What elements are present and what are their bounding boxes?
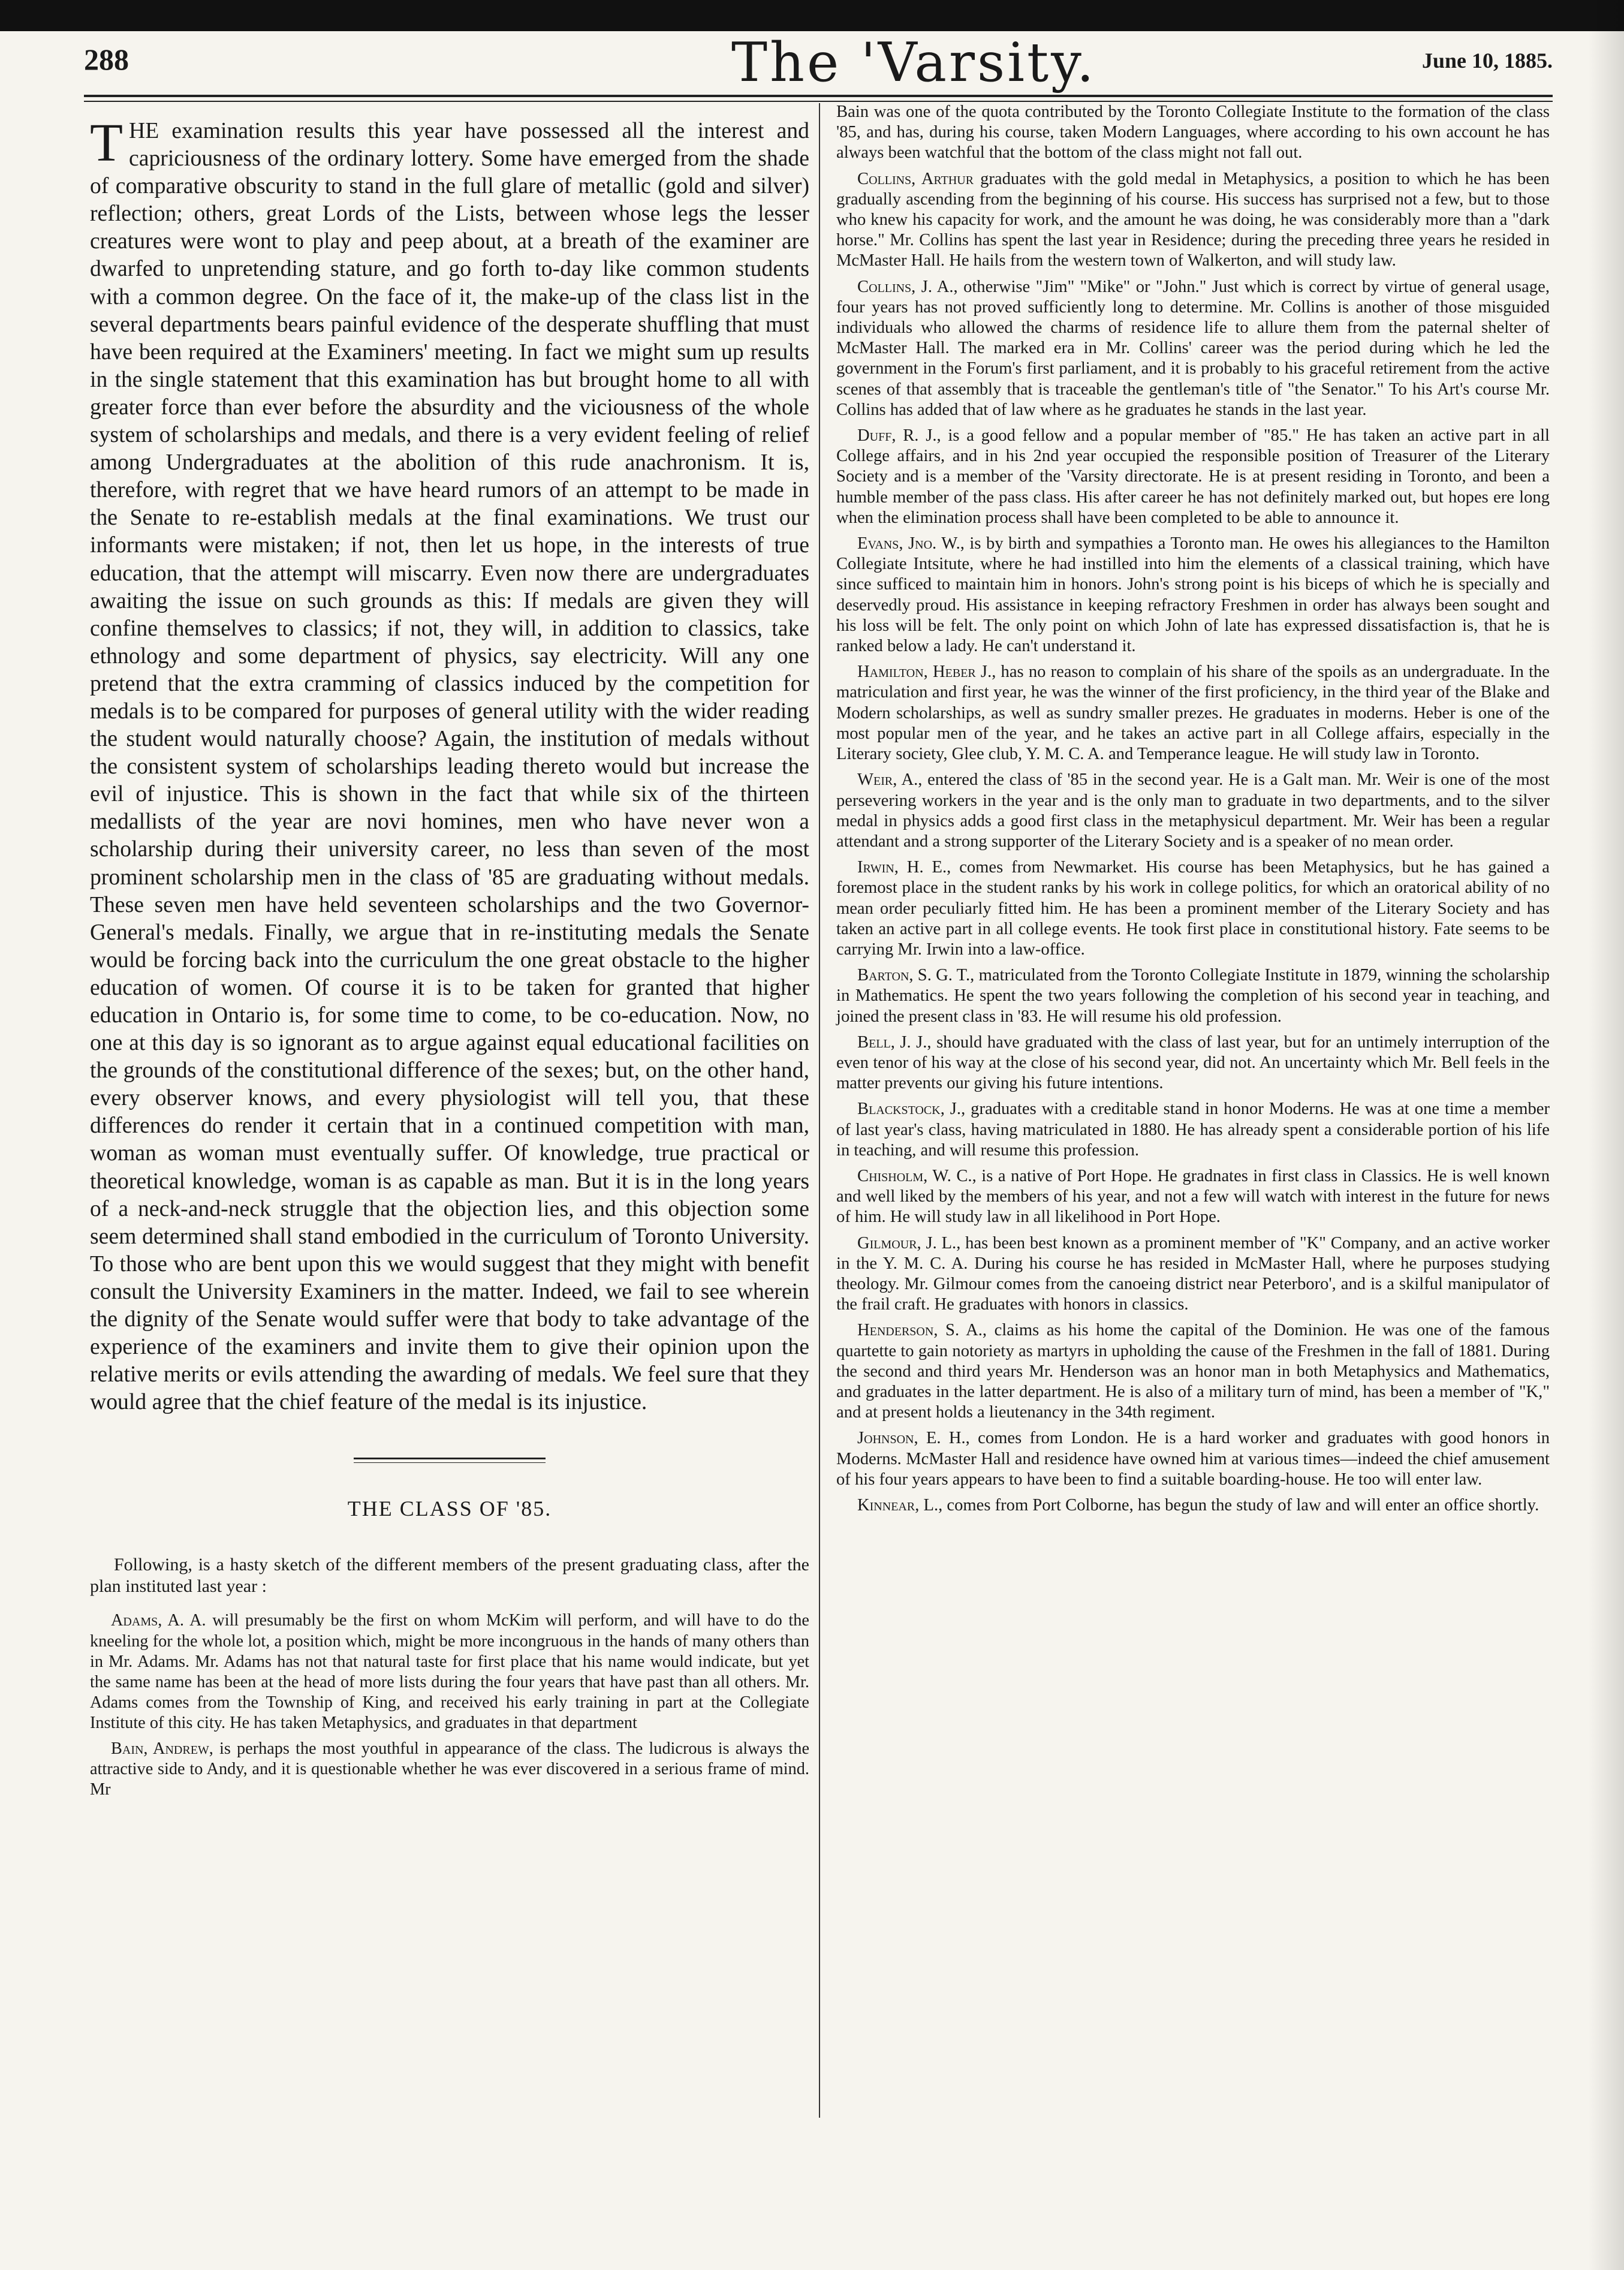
graduate-text: should have graduated with the class of last year, but for an untimely interruption of the even tenor of his way at the close of his second year, did not. An uncertainty which Mr. Bell feels in the matter prevents our giving his future intentions.: [836, 1032, 1550, 1093]
graduate-text: graduates with a creditable stand in honor Moderns. He was at one time a member of last year's class, having matriculated in 1880. He has already spent a considerable portion of his life in teaching, and will resume this profession.: [836, 1100, 1550, 1160]
masthead: [84, 31, 1553, 103]
graduate-entry: [836, 169, 1550, 272]
graduate-entry: [836, 662, 1550, 764]
graduate-name: Chisholm, W. C.,: [857, 1166, 977, 1185]
section-separator: [354, 1458, 546, 1463]
graduate-name: Bain, Andrew,: [111, 1739, 213, 1758]
graduate-entry: [836, 1495, 1550, 1516]
right-column: [836, 102, 1550, 1521]
graduate-text: is a native of Port Hope. He gradnates in first class in Classics. He is well known and well liked by the members of his year, and not a few will watch with interest in the future for news of him. He will study law in all likelihood in Port Hope.: [836, 1166, 1550, 1227]
graduate-name: Collins, J. A.,: [857, 277, 958, 296]
graduate-name: Bell, J. J.,: [857, 1032, 932, 1052]
section-title: THE CLASS OF '85.: [347, 1497, 552, 1521]
graduate-text: will presumably be the first on whom McKim will perform, and will have to do the kneeling for the whole lot, a position which, might be more incongruous in the hands of many others than in Mr. Adams. Mr. Adams has not that natural taste for first place that his name would indicate, but yet the same name has been at the head of more lists during the four years that have past than all others. Mr. Adams comes from the Township of King, and received his early training in part at the Collegiate Institute of this city. He has taken Metaphysics, and graduates in that department: [90, 1611, 809, 1732]
graduate-entry: [836, 1233, 1550, 1315]
graduate-name: Blackstock, J.,: [857, 1100, 966, 1119]
graduate-text: is a good fellow and a popular member of "85." He has taken an active part in all College affairs, and in his 2nd year occupied the responsible position of Treasurer of the Literary Society and is a member of the 'Varsity directorate. He is at present residing in Toronto, and been a humble member of the pass class. His after career he has not definitely marked out, but hopes ere long when the elimination process shall have been completed to be able to announce it.: [836, 426, 1550, 527]
graduate-name: Henderson, S. A.,: [857, 1321, 987, 1340]
newspaper-title: The 'Varsity.: [731, 31, 1096, 94]
graduate-name: Irwin, H. E.,: [857, 858, 951, 877]
scan-edge-shadow: [1588, 0, 1624, 2270]
graduate-text: claims as his home the capital of the Dominion. He was one of the famous quartette to gain notoriety as martyrs in upholding the cause of the Freshmen in the fall of 1881. During the second and third years Mr. Henderson was an honor man in both Metaphysics and Mathematics, and graduates in the latter department. He is also of a military turn of mind, has been a member of "K," and at present holds a lieutenancy in the 34th regiment.: [836, 1321, 1550, 1422]
graduate-name: Duff, R. J.,: [857, 426, 941, 445]
graduate-entry: [836, 426, 1550, 528]
graduate-name: Weir, A.,: [857, 770, 923, 790]
graduate-name: Barton, S. G. T.,: [857, 966, 975, 985]
graduate-entry: [836, 770, 1550, 852]
graduate-text: comes from Port Colborne, has begun the study of law and will enter an office shortly.: [942, 1496, 1539, 1515]
graduate-entry-continuation: Bain was one of the quota contributed by the Toronto Collegiate Institute to the formation of the class '85, and has, during his course, taken Modern Languages, where according to his own account he has always been watchful that the bottom of the class might not fall out.: [836, 103, 1550, 162]
graduate-entry: [836, 1099, 1550, 1161]
issue-date: June 10, 1885.: [1421, 49, 1553, 73]
graduate-text: has been best known as a prominent member of "K" Company, and an active worker in the Y. M. C. A. During his course he has resided in McMaster Hall, where he purposes studying theology. Mr. Gilmour comes from the canoeing district near Peterboro', and is a skilful manipulator of the frail craft. He graduates with honors in classics.: [836, 1233, 1550, 1314]
graduate-entry: [836, 965, 1550, 1027]
graduate-text: entered the class of '85 in the second year. He is a Galt man. Mr. Weir is one of the most persevering workers in the year and is the only man to graduate in two departments, and to the silver medal in physics adds a good first class in the metaphysicul department. Mr. Weir has been a regular attendant and a strong supporter of the Literary Society and is a speaker of no mean order.: [836, 770, 1550, 851]
graduate-entry: [836, 1166, 1550, 1228]
section-intro: Following, is a hasty sketch of the different members of the present graduating class, after the plan instituted last year :: [90, 1555, 809, 1597]
graduate-text: graduates with the gold medal in Metaphysics, a position to which he has been gradually ascending from the beginning of his course. His success has surprised not a few, but to those who knew his capacity for work, and the amount he was doing, he was considerably more than a "dark horse." Mr. Collins has spent the last year in Residence; during the preceding three years he resided in McMaster Hall. He hails from the western town of Walkerton, and will study law.: [836, 169, 1550, 270]
graduate-name: Johnson, E. H.,: [857, 1429, 970, 1448]
left-column: [90, 113, 810, 1805]
graduate-name: Adams, A. A.: [111, 1611, 206, 1630]
graduate-text: matriculated from the Toronto Collegiate Institute in 1879, winning the scholarship in Mathematics. He spent the two years following the completion of his second year in teaching, and joined the present class in '83. He will resume his old profession.: [836, 966, 1550, 1026]
graduate-entry: [836, 1428, 1550, 1490]
graduate-entry: [836, 857, 1550, 960]
graduate-entry: [836, 277, 1550, 420]
editorial-text: HE examination results this year have possessed all the interest and capriciousness of the ordinary lottery. Some have emerged from the shade of comparative obscurity to stand in the full glare of metallic (gold and silver) reflection; others, great Lords of the Lists, between whose legs the lesser creatures were wont to play and peep about, at a breath of the examiner are dwarfed to unpretending stature, and go forth to-day like common students with a common degree. On the face of it, the make-up of the class list in the several departments bears painful evidence of the desperate shuffling that must have been required at the Examiners' meeting. In fact we might sum up results in the single statement that this examination has but brought home to all with greater force than ever before the absurdity and the viciousness of the whole system of scholarships and medals, and there is a very evident feeling of relief among Undergraduates at the abolition of this rude anachronism. It is, therefore, with regret that we have heard rumors of an attempt to be made in the Senate to re-establish medals at the final examinations. We trust our informants were mistaken; if not, then let us hope, in the interests of true education, that the attempt will miscarry. Even now there are undergraduates awaiting the issue on such grounds as this: If medals are given they will confine themselves to classics; if not, they will, in addition to classics, take ethnology and some department of physics, say electricity. Will any one pretend that the extra cramming of classics induced by the competition for medals is to be compared for purposes of general utility with the wider reading the student would naturally choose? Again, the institution of medals without the consistent system of scholarships leading thereto would but increase the evil of injustice. This is shown in the fact that while six of the thirteen medallists of the year are novi homines, men who have never won a scholarship during their university career, no less than seven of the most prominent scholarship men in the class of '85 are graduating without medals. These seven men have held seventeen scholarships and the two Governor-General's medals. Finally, we argue that in re-instituting medals the Senate would be forcing back into the curriculum the one great obstacle to the higher education of women. Of course it is to be taken for granted that higher education in Ontario is, for some time to come, to be co-education. Now, no one at this day is so ignorant as to argue against equal educational facilities on the grounds of the constitutional difference of the sexes; but, on the other hand, every observer knows, and every physiologist will tell you, that these differences do render it certain that in a continued competition with man, woman as woman must eventually suffer. Of knowledge, true practical or theoretical knowledge, woman is as capable as man. But it is in the long years of a neck-and-neck struggle that the objection lies, and this objection some seem determined shall stand embodied in the curriculum of Toronto University. To those who are bent upon this we would suggest that they might with benefit consult the University Examiners in the matter. Indeed, we fail to see wherein the dignity of the Senate would suffer were that body to take advantage of the experience of the examiners and invite them to give their opinion upon the relative merits or evils attending the awarding of medals. We feel sure that they would agree that the chief feature of the medal is its injustice.: [90, 118, 809, 1415]
graduate-text: comes from London. He is a hard worker and graduates with good honors in Moderns. McMaster Hall and residence have owned him at various times—indeed the chief amusement of his four years appears to have been to find a suitable boarding-house. He too will enter law.: [836, 1429, 1550, 1489]
graduate-entry: [836, 1032, 1550, 1094]
graduate-name: Gilmour, J. L.,: [857, 1233, 961, 1253]
graduate-name: Kinnear, L.,: [857, 1496, 943, 1515]
graduate-text: otherwise "Jim" "Mike" or "John." Just which is correct by virtue of general usage, four years has not proved sufficiently long to determine. Mr. Collins is another of those misguided individuals who allowed the charms of residence life to allure them from the paternal shelter of McMaster Hall. The marked era in Mr. Collins' career was the period during which he led the government in the Forum's first parliament, and it is probably to his graceful retirement from the active scenes of that assembly that is traceable the gentleman's title of "the Senator." To his Art's course Mr. Collins has added that of law where as he graduates he stands in the last year.: [836, 277, 1550, 419]
graduate-text: is by birth and sympathies a Toronto man. He owes his allegiances to the Hamilton Collegiate Intsitute, where he had instilled into him the elements of a classical training, which have since sufficed to maintain him in honors. John's strong point is his biceps of which he is specially and deservedly proud. His assistance in keeping refractory Freshmen in order has always been sought and his loss will be felt. The only point on which John of late has expressed dissatisfaction is, that he is ranked below a lady. He can't understand it.: [836, 534, 1550, 656]
column-divider: [819, 103, 820, 2118]
graduate-text: has no reason to complain of his share of the spoils as an undergraduate. In the matriculation and first year, he was the winner of the first proficiency, in the third year of the Blake and Modern scholarships, as well as sundry smaller prezes. He graduates in moderns. Heber is one of the most popular men of the year, and he takes an active part in all College affairs, especially in the Literary society, Glee club, Y. M. C. A. and Temperance league. He will study law in Toronto.: [836, 663, 1550, 764]
graduate-name: Collins, Arthur: [857, 169, 974, 188]
page-number: 288: [84, 43, 129, 76]
graduate-entry: [90, 1739, 809, 1800]
graduate-entry: [90, 1610, 809, 1733]
graduate-entry: [836, 1320, 1550, 1423]
graduate-entry: [836, 534, 1550, 657]
editorial-article: [90, 113, 809, 1416]
scan-top-border: [0, 0, 1624, 31]
graduate-name: Hamilton, Heber J.,: [857, 663, 996, 682]
graduate-name: Evans, Jno. W.,: [857, 534, 965, 553]
graduate-text: comes from Newmarket. His course has been Metaphysics, but he has gained a foremost place in the student ranks by his work in college politics, for which an oratorical ability of no mean order peculiarly fitted him. He has been a prominent member of the Literary Society and has taken an active part in all college events. He took first place in constitutional history. Fate seems to be carrying Mr. Irwin into a law-office.: [836, 858, 1550, 959]
header-rule: [84, 95, 1553, 97]
graduate-text: is perhaps the most youthful in appearance of the class. The ludicrous is always the attractive side to Andy, and it is questionable whether he was ever discovered in a serious frame of mind. Mr: [90, 1739, 810, 1799]
drop-cap: T: [90, 113, 123, 173]
